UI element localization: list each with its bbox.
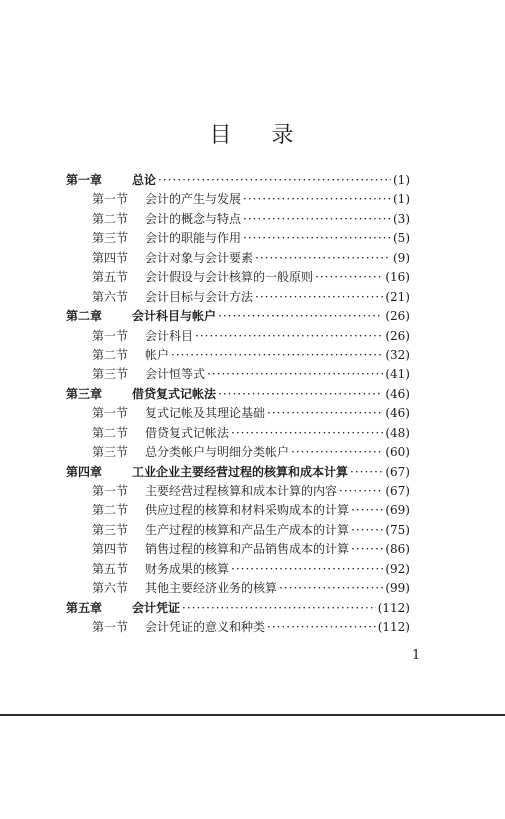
page-reference: (46) (385, 386, 410, 401)
section-number: 第六节 (92, 581, 129, 596)
dot-leader (218, 307, 383, 326)
dot-leader (218, 385, 383, 404)
section-number: 第五节 (92, 270, 129, 285)
toc-entry-line (145, 365, 410, 384)
toc-entry-line (145, 190, 410, 209)
toc-section-entry (66, 210, 410, 229)
section-number: 第二节 (92, 425, 129, 440)
section-number: 第六节 (92, 289, 129, 304)
page-reference: (1) (393, 192, 410, 207)
dot-leader (243, 210, 391, 229)
section-number: 第二节 (92, 503, 129, 518)
toc-section-entry (66, 229, 410, 248)
page-title-second-char: 录 (271, 123, 296, 148)
toc-section-entry (66, 346, 410, 365)
dot-leader (267, 618, 376, 637)
toc-section-entry (66, 521, 410, 540)
chapter-number: 第四章 (66, 464, 103, 479)
section-title: 生产过程的核算和产品生产成本的计算 (145, 522, 350, 537)
dot-leader (315, 268, 383, 287)
chapter-title: 总论 (132, 173, 157, 187)
toc-entry-line (132, 599, 410, 618)
section-number: 第四节 (92, 542, 129, 557)
toc-entry-line (145, 268, 410, 287)
dot-leader (231, 560, 383, 579)
section-number: 第三节 (92, 522, 129, 537)
toc-entry-line (145, 579, 410, 598)
toc-section-entry (66, 540, 410, 559)
section-title: 供应过程的核算和材料采购成本的计算 (145, 503, 350, 518)
page-reference: (41) (385, 367, 410, 382)
dot-leader (291, 443, 383, 462)
toc-entry-line (145, 346, 410, 365)
page-reference: (26) (385, 328, 410, 343)
section-title: 会计恒等式 (145, 367, 206, 382)
toc-entry-line (145, 229, 410, 248)
page-reference: (46) (385, 406, 410, 421)
chapter-title: 借贷复式记帐法 (132, 386, 217, 401)
chapter-number: 第一章 (66, 173, 103, 187)
page-title-first-char: 目 (209, 123, 234, 148)
toc-section-entry (66, 190, 410, 209)
section-number: 第四节 (92, 250, 129, 265)
section-title: 借贷复式记帐法 (145, 425, 230, 440)
page-title (0, 118, 505, 149)
toc-entry-line (132, 463, 410, 482)
dot-leader (243, 190, 391, 209)
section-number: 第三节 (92, 445, 129, 460)
page-reference: (21) (385, 289, 410, 304)
dot-leader (255, 288, 383, 307)
toc-entry-line (145, 560, 410, 579)
page-reference: (60) (385, 445, 410, 460)
section-number: 第一节 (92, 484, 129, 498)
section-number: 第三节 (92, 231, 129, 246)
dot-leader (351, 521, 383, 540)
table-of-contents (66, 171, 410, 638)
toc-chapter-entry (66, 307, 410, 326)
page-reference: (48) (385, 425, 410, 440)
dot-leader (279, 579, 383, 598)
toc-section-entry (66, 443, 410, 462)
toc-section-entry (66, 404, 410, 423)
chapter-title: 会计凭证 (132, 600, 181, 615)
section-title: 其他主要经济业务的核算 (145, 581, 278, 596)
section-number: 第一节 (92, 192, 129, 207)
section-title: 财务成果的核算 (145, 561, 230, 576)
chapter-title: 工业企业主要经营过程的核算和成本计算 (132, 464, 349, 479)
chapter-number: 第五章 (66, 600, 103, 615)
toc-section-entry (66, 424, 410, 443)
toc-chapter-entry (66, 385, 410, 404)
toc-entry-line (145, 618, 410, 637)
toc-entry-line (132, 171, 410, 190)
chapter-number: 第三章 (66, 386, 103, 401)
dot-leader (351, 540, 383, 559)
chapter-number: 第二章 (66, 309, 103, 324)
chapter-title: 会计科目与帐户 (132, 309, 217, 324)
toc-chapter-entry (66, 171, 410, 190)
section-title: 会计的概念与特点 (145, 211, 242, 226)
dot-leader (207, 365, 383, 384)
dot-leader (243, 229, 391, 248)
section-number: 第三节 (92, 367, 129, 382)
toc-entry-line (145, 404, 410, 423)
toc-section-entry (66, 288, 410, 307)
section-number: 第一节 (92, 406, 129, 421)
dot-leader (267, 404, 383, 423)
dot-leader (171, 346, 383, 365)
toc-entry-line (145, 249, 410, 268)
page-number: 1 (412, 648, 421, 663)
dot-leader (350, 463, 383, 482)
page-reference: (75) (385, 522, 410, 537)
toc-section-entry (66, 618, 410, 637)
page-reference: (112) (377, 600, 410, 615)
toc-entry-line (145, 540, 410, 559)
section-number: 第一节 (92, 620, 129, 635)
section-title: 主要经营过程核算和成本计算的内容 (145, 484, 338, 498)
page-reference: (67) (385, 464, 410, 479)
bottom-rule (0, 714, 505, 716)
toc-entry-line (145, 501, 410, 520)
dot-leader (339, 482, 383, 501)
toc-section-entry (66, 365, 410, 384)
toc-entry-line (145, 443, 410, 462)
section-title: 会计假设与会计核算的一般原则 (145, 270, 314, 285)
toc-entry-line (145, 521, 410, 540)
section-title: 会计凭证的意义和种类 (145, 620, 266, 635)
page-reference: (16) (385, 270, 410, 285)
section-title: 会计目标与会计方法 (145, 289, 254, 304)
page-reference: (86) (385, 542, 410, 557)
section-title: 会计对象与会计要素 (145, 250, 254, 265)
section-number: 第一节 (92, 328, 129, 343)
page-reference: (3) (393, 211, 410, 226)
page-reference: (32) (385, 347, 410, 362)
page-reference: (112) (377, 620, 410, 635)
page-reference: (67) (385, 484, 410, 498)
section-title: 帐户 (145, 347, 170, 362)
toc-section-entry (66, 579, 410, 598)
dot-leader (158, 171, 391, 190)
toc-section-entry (66, 327, 410, 346)
toc-section-entry (66, 268, 410, 287)
dot-leader (351, 501, 383, 520)
toc-chapter-entry (66, 463, 410, 482)
toc-entry-line (145, 424, 410, 443)
dot-leader (231, 424, 383, 443)
page-reference: (5) (393, 231, 410, 246)
section-number: 第二节 (92, 211, 129, 226)
dot-leader (195, 327, 383, 346)
dot-leader (255, 249, 391, 268)
dot-leader (182, 599, 376, 618)
toc-chapter-entry (66, 599, 410, 618)
section-title: 会计的产生与发展 (145, 192, 242, 207)
page-reference: (99) (385, 581, 410, 596)
section-title: 销售过程的核算和产品销售成本的计算 (145, 542, 350, 557)
section-number: 第五节 (92, 561, 129, 576)
toc-entry-line (145, 210, 410, 229)
section-title: 总分类帐户与明细分类帐户 (145, 445, 290, 460)
page-reference: (26) (385, 309, 410, 324)
page-reference: (1) (393, 173, 410, 187)
section-title: 会计科目 (145, 328, 194, 343)
toc-section-entry (66, 482, 410, 501)
toc-entry-line (145, 482, 410, 501)
toc-entry-line (132, 385, 410, 404)
toc-section-entry (66, 249, 410, 268)
page-reference: (69) (385, 503, 410, 518)
toc-entry-line (145, 288, 410, 307)
page-reference: (9) (393, 250, 410, 265)
section-number: 第二节 (92, 347, 129, 362)
toc-section-entry (66, 501, 410, 520)
section-title: 会计的职能与作用 (145, 231, 242, 246)
toc-section-entry (66, 560, 410, 579)
toc-entry-line (145, 327, 410, 346)
page-reference: (92) (385, 561, 410, 576)
section-title: 复式记帐及其理论基础 (145, 406, 266, 421)
toc-entry-line (132, 307, 410, 326)
